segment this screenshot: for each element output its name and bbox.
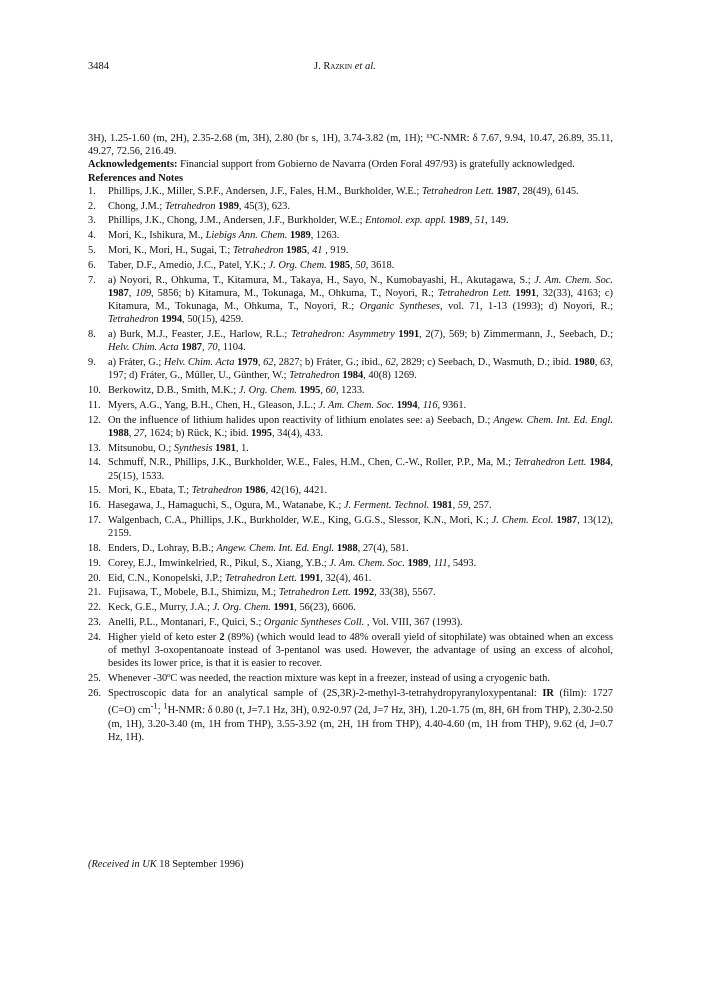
reference-text: Fujisawa, T., Mobele, B.I., Shimizu, M.; Tetrahedron Lett. 1992, 33(38), 5567. — [108, 587, 436, 599]
reference-item — [88, 229, 613, 242]
reference-number: 18. — [88, 542, 101, 554]
reference-text: Mitsunobu, O.; Synthesis 1981, 1. — [108, 442, 249, 454]
reference-item — [88, 356, 613, 382]
reference-text: Mori, K., Mori, H., Sugai, T.; Tetrahedron 1985, 41 , 919. — [108, 245, 349, 256]
reference-number: 12. — [88, 414, 101, 426]
page-number: 3484 — [88, 61, 109, 72]
reference-item — [88, 484, 613, 497]
reference-text: Mori, K., Ebata, T.; Tetrahedron 1986, 42(16), 4421. — [108, 485, 328, 497]
reference-item — [88, 542, 613, 555]
reference-text: On the influence of lithium halides upon reactivity of lithium enolates see: a) Seebach, D.; Angew. Chem. Int. Ed. Engl. 1988, 27, 1624; b) Rück, K.; ibid. 1995, 34(4), 433. — [108, 414, 613, 439]
reference-text: Enders, D., Lohray, B.B.; Angew. Chem. Int. Ed. Engl. 1988, 27(4), 581. — [108, 542, 409, 554]
reference-item — [88, 499, 613, 512]
reference-number: 9. — [88, 357, 96, 368]
reference-item — [88, 586, 613, 599]
reference-text: Walgenbach, C.A., Phillips, J.K., Burkholder, W.E., King, G.G.S., Slessor, K.N., Mori, K.; J. Chem. Ecol. 1987, 13(12), 2159. — [108, 514, 613, 540]
reference-item — [88, 514, 613, 540]
reference-item — [88, 274, 613, 327]
reference-item — [88, 616, 613, 629]
reference-number: 23. — [88, 616, 101, 628]
reference-number: 2. — [88, 200, 96, 212]
reference-number: 22. — [88, 602, 101, 614]
acknowledgements-label: Acknowledgements: — [88, 159, 178, 171]
references-list — [88, 185, 613, 744]
reference-text: Phillips, J.K., Chong, J.M., Andersen, J.F., Burkholder, W.E.; Entomol. exp. appl. 1989, 51, 149. — [108, 215, 509, 227]
reference-item — [88, 672, 613, 685]
reference-number: 15. — [88, 485, 101, 497]
reference-number: 17. — [88, 514, 101, 526]
reference-item — [88, 399, 613, 412]
received-date: 18 September 1996) — [159, 859, 244, 870]
reference-text: Whenever -30ºC was needed, the reaction mixture was kept in a freezer, instead of using a cryogenic bath. — [108, 672, 550, 684]
reference-number: 11. — [88, 399, 101, 411]
references-heading: References and Notes — [88, 172, 184, 184]
reference-text: Mori, K., Ishikura, M., Liebigs Ann. Chem. 1989, 1263. — [108, 230, 340, 242]
reference-number: 16. — [88, 500, 101, 512]
reference-item — [88, 442, 613, 455]
acknowledgements-text: Financial support from Gobierno de Navarra (Orden Foral 497/93) is gratefully acknowledged. — [180, 159, 575, 171]
reference-number: 10. — [88, 385, 101, 396]
acknowledgements — [88, 158, 613, 171]
reference-text: Eid, C.N., Konopelski, J.P.; Tetrahedron Lett. 1991, 32(4), 461. — [108, 572, 372, 584]
reference-item — [88, 572, 613, 585]
reference-item — [88, 185, 613, 198]
reference-text: a) Fráter, G.; Helv. Chim. Acta 1979, 62, 2827; b) Fráter, G.; ibid., 62, 2829; c) Seebach, D., Wasmuth, D.; ibid. 1980, 63, 197; d) Fráter, G., Müller, U., Günther, W.; Tetrahedron 1984, 40(8) 1269. — [108, 357, 613, 382]
reference-number: 6. — [88, 259, 96, 271]
reference-item — [88, 557, 613, 570]
reference-number: 14. — [88, 457, 101, 469]
reference-number: 7. — [88, 274, 96, 286]
reference-text: Phillips, J.K., Miller, S.P.F., Andersen, J.F., Fales, H.M., Burkholder, W.E.; Tetrahedron Lett. 1987, 28(49), 6145. — [108, 185, 579, 197]
reference-text: a) Noyori, R., Ohkuma, T., Kitamura, M., Takaya, H., Sayo, N., Kumobayashi, H., Akutagawa, S.; J. Am. Chem. Soc. 1987, 109, 5856; b) Kitamura, M., Tokunaga, M., Ohkuma, T., Noyori, R.; Tetrahedron Lett. 1991, 32(33), 4163; c) Kitamura, M., Tokunaga, M., Ohkuma, T., Noyori, R.; Organic Syntheses, vol. 71, 1-13 (1993); d) Noyori, R.; Tetrahedron 1994, 50(15), 4259. — [108, 274, 614, 326]
reference-text: Keck, G.E., Murry, J.A.; J. Org. Chem. 1991, 56(23), 6606. — [108, 602, 356, 614]
reference-item — [88, 601, 613, 614]
reference-item — [88, 214, 613, 227]
reference-number: 8. — [88, 329, 96, 340]
reference-text: Higher yield of keto ester 2 (89%) (which would lead to 48% overall yield of sitophilate) was obtained when an excess of methyl 3-oxopentanoate instead of 3-pentanol was used. However, the advantage of using an excess of alcohol, besides its lower price, is that it is easier to recover. — [108, 631, 614, 670]
reference-item — [88, 631, 613, 671]
received-line — [88, 858, 244, 871]
reference-item — [88, 328, 613, 354]
reference-item — [88, 384, 613, 397]
running-head — [88, 60, 608, 74]
reference-text: Anelli, P.L., Montanari, F., Quici, S.; Organic Syntheses Coll. , Vol. VIII, 367 (1993). — [108, 616, 463, 628]
reference-number: 1. — [88, 185, 96, 197]
reference-text: Schmuff, N.R., Phillips, J.K., Burkholder, W.E., Fales, H.M., Chen, C.-W., Roller, P.P., Ma, M.; Tetrahedron Lett. 1984, 25(15), 1533. — [108, 457, 613, 482]
running-title-suffix: et al. — [354, 61, 376, 72]
carryover-paragraph: 3H), 1.25-1.60 (m, 2H), 2.35-2.68 (m, 3H), 2.80 (br s, 1H), 3.74-3.82 (m, 1H); ¹³C-NMR: δ 7.67, 9.94, 10.47, 26.89, 35.11, 49.27, 72.56, 216.49. — [88, 133, 613, 158]
reference-item — [88, 414, 613, 440]
reference-number: 20. — [88, 572, 101, 584]
reference-number: 19. — [88, 557, 101, 569]
reference-number: 25. — [88, 672, 101, 684]
reference-item — [88, 244, 613, 257]
article-body — [88, 132, 613, 746]
reference-text: Taber, D.F., Amedio, J.C., Patel, Y.K.; J. Org. Chem. 1985, 50, 3618. — [108, 259, 395, 271]
reference-text: Corey, E.J., Imwinkelried, R., Pikul, S., Xiang, Y.B.; J. Am. Chem. Soc. 1989, 111, 5493. — [108, 557, 477, 569]
reference-text: Chong, J.M.; Tetrahedron 1989, 45(3), 623. — [108, 200, 290, 212]
reference-number: 13. — [88, 442, 101, 454]
reference-text: Myers, A.G., Yang, B.H., Chen, H., Gleason, J.L.; J. Am. Chem. Soc. 1994, 116, 9361. — [108, 399, 467, 411]
reference-number: 5. — [88, 245, 96, 256]
reference-number: 24. — [88, 631, 101, 643]
reference-text: Berkowitz, D.B., Smith, M.K.; J. Org. Chem. 1995, 60, 1233. — [108, 385, 365, 396]
running-title-author: J. Razkin — [314, 61, 353, 72]
reference-text: Spectroscopic data for an analytical sample of (2S,3R)-2-methyl-3-tetrahydropyranyloxypentanal: IR (film): 1727 (C=O) $cm^{-1}$; $^1$H-NMR: δ 0.80 (t, J=7.1 Hz, 3H), 0.92-0.97 (2d, J=7 Hz, 3H), 1.20-1.75 (m, 8H, 6H from THP), 2.30-2.50 (m, 1H), 3.20-3.40 (m, 1H from THP), 3.55-3.92 (m, 2H, 1H from THP), 4.40-4.60 (m, 1H from THP), 9.62 (d, J=0.7 Hz, 1H). — [108, 687, 613, 743]
reference-item — [88, 259, 613, 272]
running-title — [314, 60, 376, 73]
reference-number: 3. — [88, 215, 96, 227]
reference-text: Hasegawa, J., Hamaguchi, S., Ogura, M., Watanabe, K.; J. Ferment. Technol. 1981, 59, 257. — [108, 500, 492, 512]
reference-item — [88, 200, 613, 213]
reference-number: 26. — [88, 687, 101, 699]
reference-number: 4. — [88, 230, 96, 242]
reference-number: 21. — [88, 587, 101, 599]
received-prefix: (Received in UK — [88, 859, 157, 870]
reference-item — [88, 687, 613, 744]
reference-text: a) Burk, M.J., Feaster, J.E., Harlow, R.L.; Tetrahedron: Asymmetry 1991, 2(7), 569; b) Zimmermann, J., Seebach, D.; Helv. Chim. Acta 1987, 70, 1104. — [108, 329, 613, 354]
reference-item — [88, 456, 613, 482]
